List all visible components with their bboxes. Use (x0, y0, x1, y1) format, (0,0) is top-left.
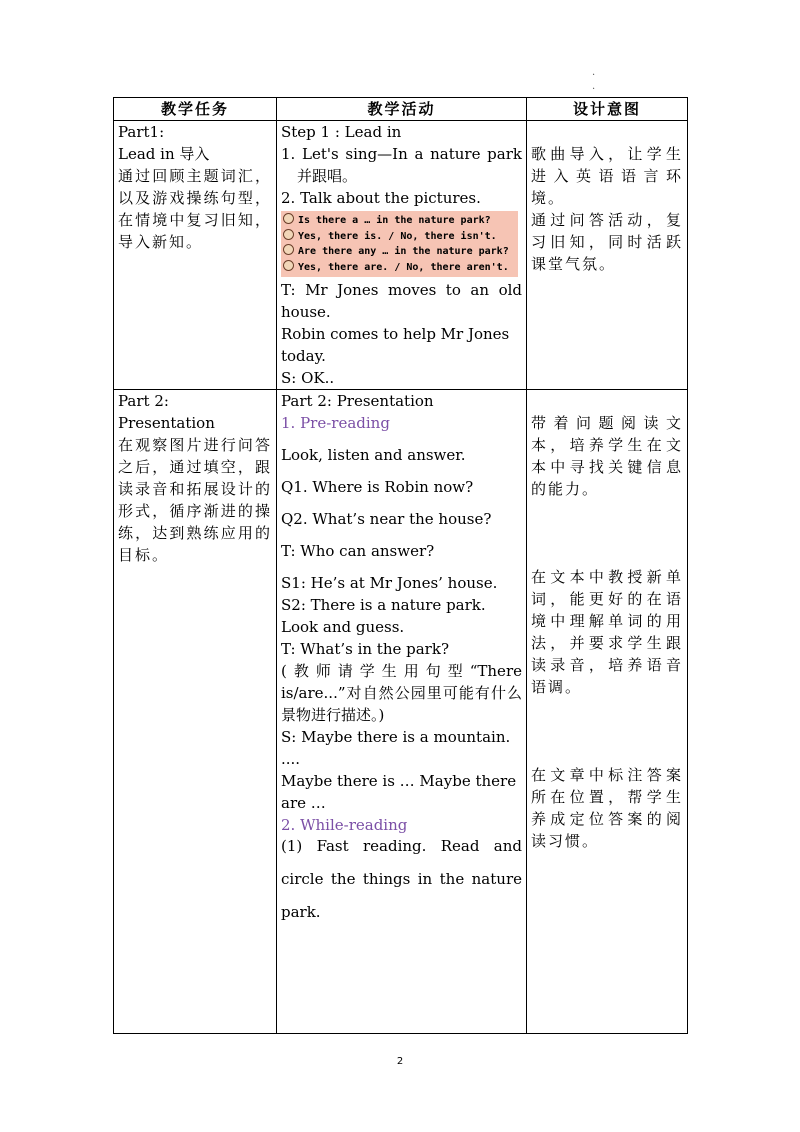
while-reading-heading: 2. While-reading (281, 816, 408, 834)
purpose-cell (527, 390, 688, 1034)
task-title: Lead in 导入 (118, 145, 210, 163)
step-title: Step 1 : Lead in (281, 123, 402, 141)
task-desc: 通过回顾主题词汇，以及游戏操练句型，在情境中复习旧知，导入新知。 (118, 167, 272, 251)
dialog-line: Yes, there is. / No, there isn't. (298, 230, 497, 242)
table-row-lead-in (114, 121, 688, 390)
task-desc: 在观察图片进行问答之后，通过填空，跟读录音和拓展设计的形式，循序渐进的操练，达到熟练应用的目标。 (118, 436, 272, 564)
teacher-note: (教师请学生用句型“There is/are...”对自然公园里可能有什么景物进行描述。) (281, 662, 522, 724)
ellipsis-line: .... (281, 750, 301, 768)
lesson-plan-table (113, 97, 688, 1034)
purpose-text-1: 带着问题阅读文本，培养学生在文本中寻找关键信息的能力。 (531, 414, 683, 498)
question-2: Q2. What’s near the house? (281, 510, 492, 528)
dialog-line: Is there a … in the nature park? (298, 215, 491, 226)
task-cell (114, 390, 277, 1034)
activity-item-1: 1. Let's sing—In a nature park 并跟唱。 (281, 145, 522, 185)
teacher-line: T: Mr Jones moves to an old house. (281, 281, 522, 321)
activity-cell (277, 390, 527, 1034)
teacher-question: T: Who can answer? (281, 542, 435, 560)
task-part: Part 2: (118, 392, 169, 410)
student-line: S: OK.. (281, 369, 335, 387)
girl-face-icon (283, 229, 294, 240)
corner-marks: . . (592, 67, 596, 92)
activity-cell (277, 121, 527, 390)
header-purpose: 设计意图 (527, 98, 688, 121)
task-cell (114, 121, 277, 390)
student-answer-3: S: Maybe there is a mountain. (281, 728, 511, 746)
girl-face-icon (283, 260, 294, 271)
pre-reading-heading: 1. Pre-reading (281, 414, 390, 432)
question-1: Q1. Where is Robin now? (281, 478, 474, 496)
robin-line: Robin comes to help Mr Jones today. (281, 325, 510, 365)
look-and-guess: Look and guess. (281, 618, 405, 636)
dialog-line: Yes, there are. / No, there aren't. (298, 261, 509, 273)
purpose-text-2: 在文本中教授新单词，能更好的在语境中理解单词的用法，并要求学生跟读录音，培养语音语调。 (531, 568, 683, 696)
dialog-picture (281, 211, 518, 277)
table-header-row (114, 98, 688, 121)
activity-line: Look, listen and answer. (281, 446, 466, 464)
student-answer-2: S2: There is a nature park. (281, 596, 486, 614)
dialog-line: Are there any … in the nature park? (298, 246, 509, 257)
boy-face-icon (283, 244, 294, 255)
purpose-text-1: 歌曲导入，让学生进入英语语言环境。 (531, 145, 683, 207)
header-activity: 教学活动 (277, 98, 527, 121)
table-row-presentation (114, 390, 688, 1034)
teacher-question-2: T: What’s in the park? (281, 640, 449, 658)
activity-item-2: 2. Talk about the pictures. (281, 189, 481, 207)
purpose-text-3: 在文章中标注答案所在位置，帮学生养成定位答案的阅读习惯。 (531, 766, 683, 850)
boy-face-icon (283, 213, 294, 224)
purpose-cell (527, 121, 688, 390)
page-number: 2 (396, 1056, 404, 1067)
task-title: Presentation (118, 414, 215, 432)
header-task: 教学任务 (114, 98, 277, 121)
student-answer-1: S1: He’s at Mr Jones’ house. (281, 574, 498, 592)
part-title: Part 2: Presentation (281, 392, 434, 410)
task-part: Part1: (118, 123, 165, 141)
purpose-text-2: 通过问答活动，复习旧知，同时活跃课堂气氛。 (531, 211, 683, 273)
fast-reading-task: (1) Fast reading. Read and circle the things in the nature park. (281, 837, 522, 921)
maybe-line: Maybe there is … Maybe there are … (281, 772, 517, 812)
